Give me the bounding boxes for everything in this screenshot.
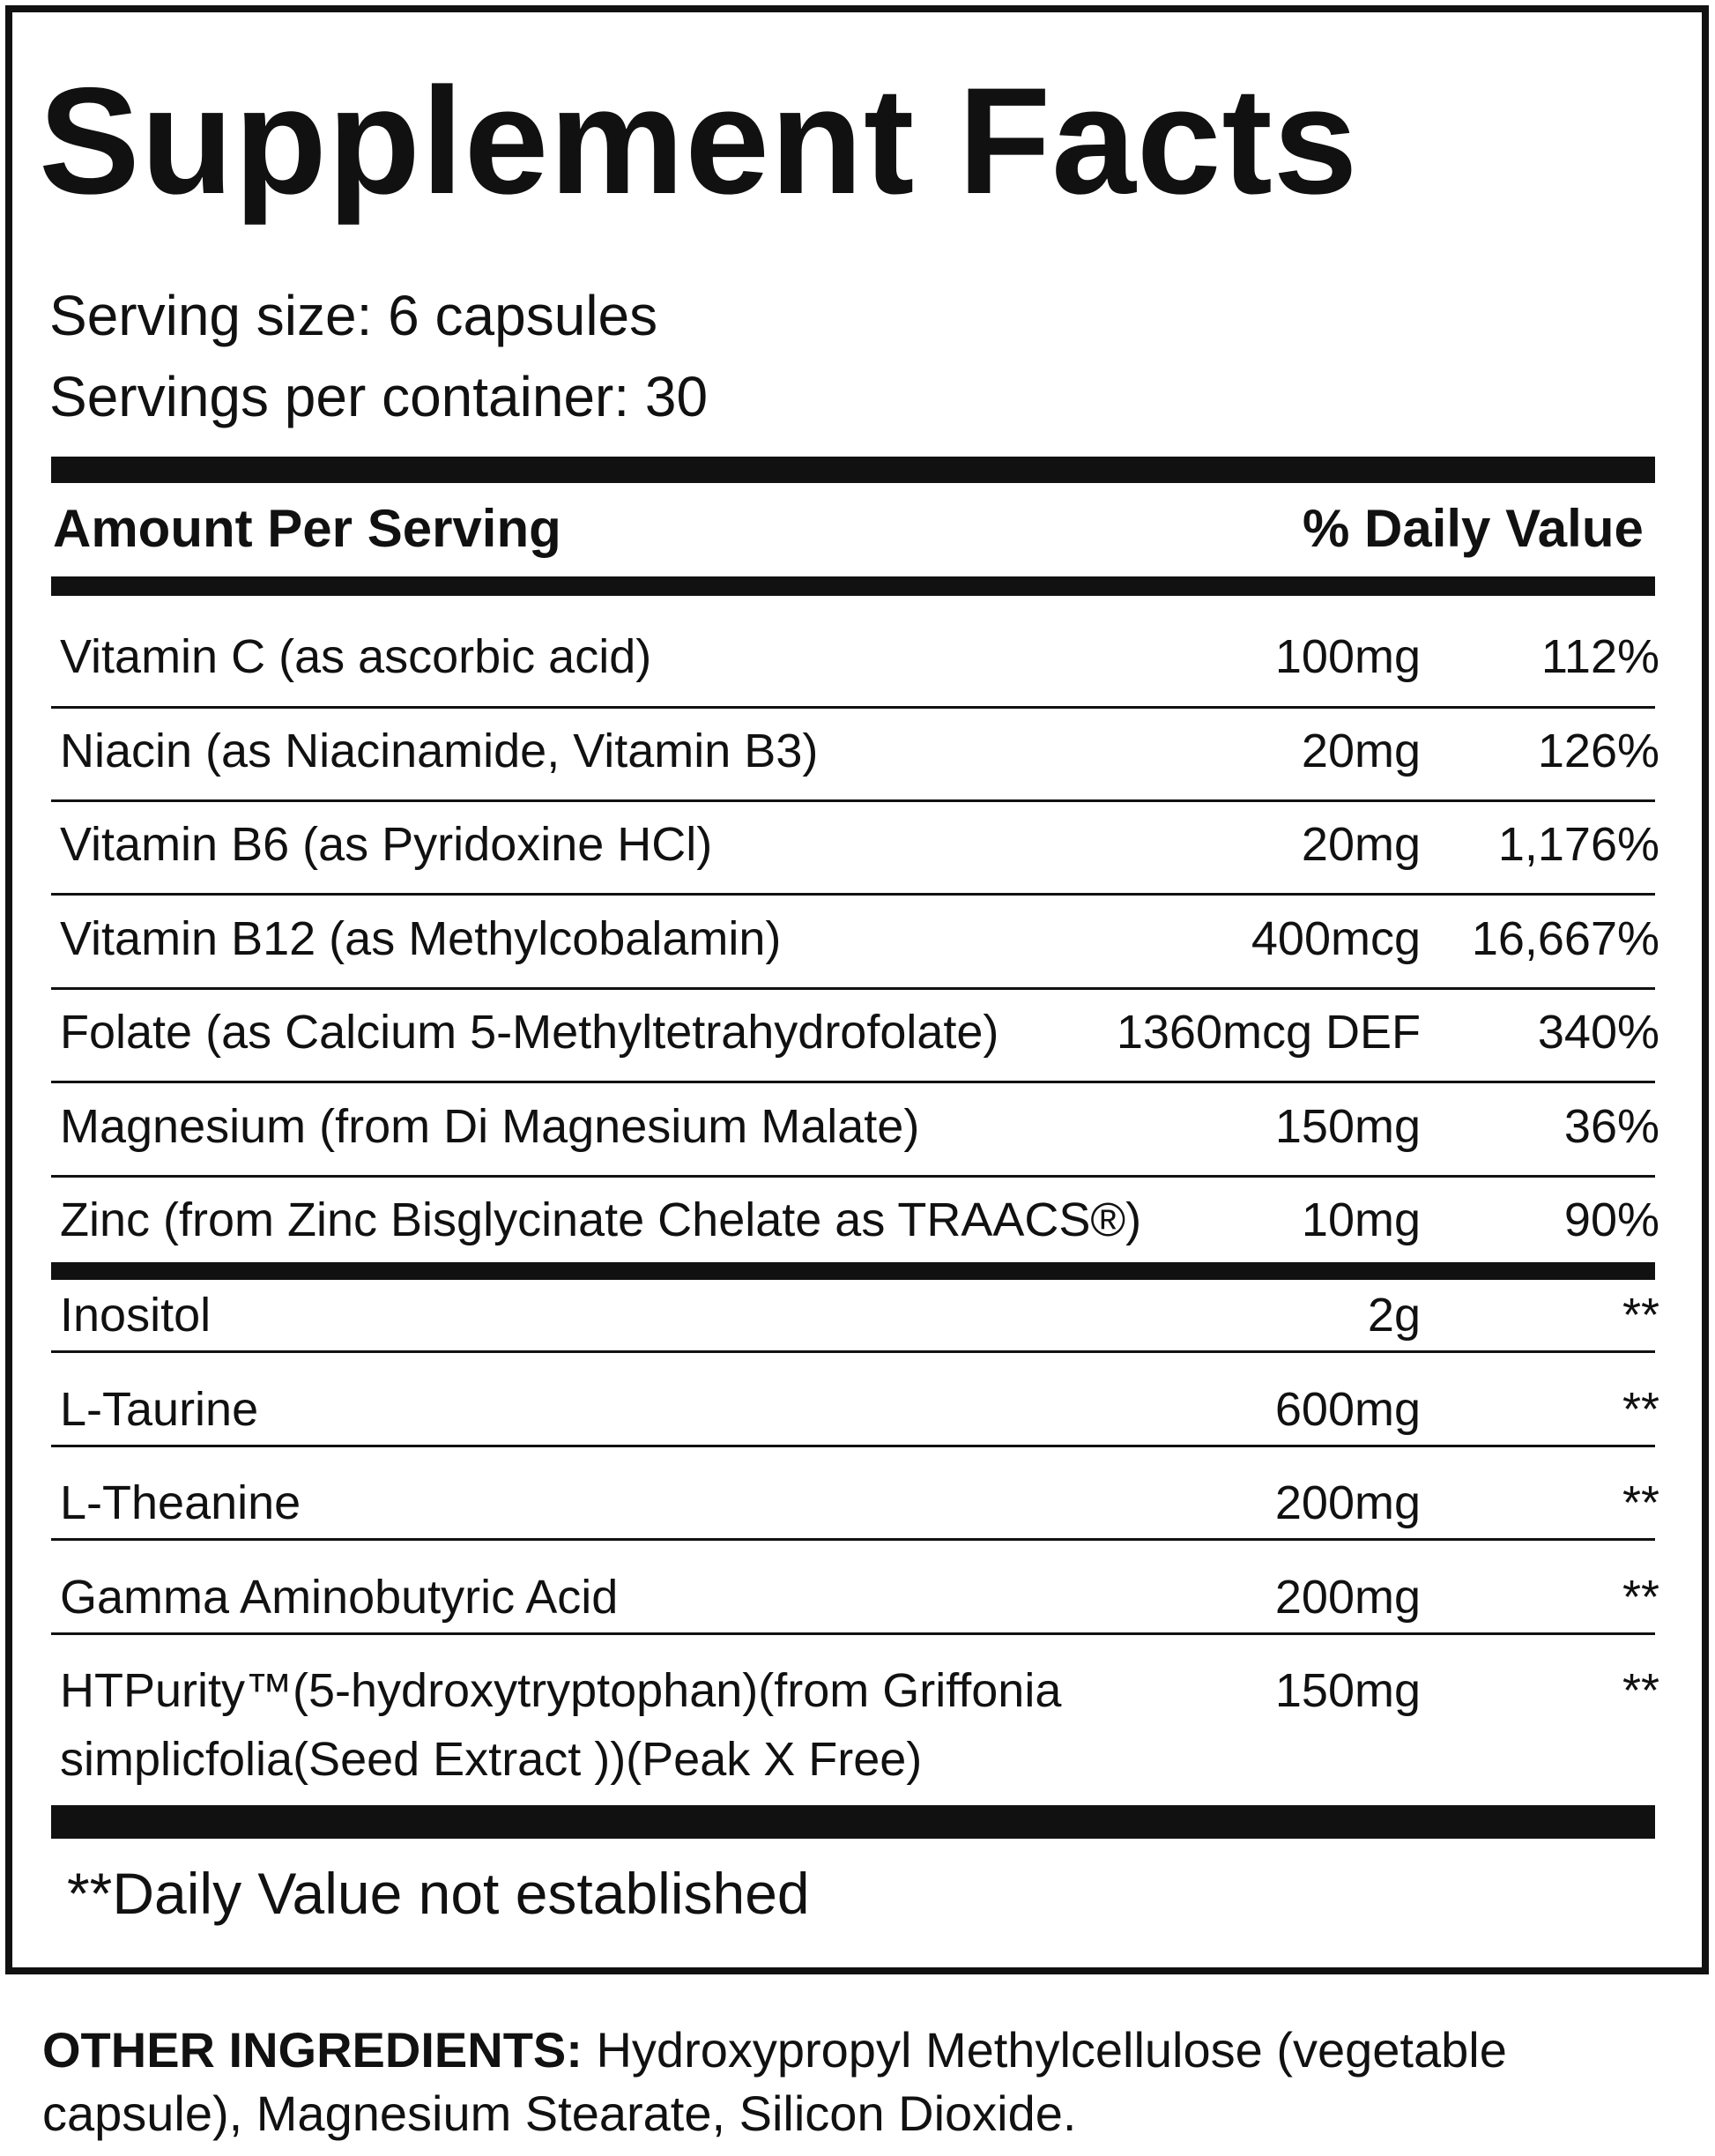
nutrient-name: Inositol [60,1289,212,1342]
nutrient-name: Vitamin C (as ascorbic acid) [60,630,652,683]
nutrient-name: Vitamin B12 (as Methylcobalamin) [60,912,782,965]
other-ingredients-label: OTHER INGREDIENTS: [42,2022,583,2078]
serving-size: Serving size: 6 capsules [49,284,658,347]
thick-divider-bottom [51,1805,1655,1839]
row-divider [51,799,1655,802]
nutrient-amount: 400mcg [1251,912,1421,965]
row-divider [51,1538,1655,1541]
nutrient-amount: 100mg [1274,630,1421,683]
nutrient-name: Vitamin B6 (as Pyridoxine HCl) [60,818,713,871]
nutrient-amount: 600mg [1274,1383,1421,1436]
nutrient-daily-value: 16,667% [1471,912,1659,965]
servings-per-container: Servings per container: 30 [49,365,709,428]
other-ingredients-text: Hydroxypropyl Methylcellulose (vegetable capsule), Magnesium Stearate, Silicon Dioxide. [42,2022,1507,2141]
nutrient-daily-value: 36% [1563,1100,1659,1153]
nutrient-daily-value: ** [1622,1383,1659,1436]
section-divider [51,1262,1655,1280]
nutrient-amount: 1360mcg DEF [1116,1006,1421,1059]
nutrient-amount: 20mg [1301,725,1421,777]
row-divider [51,1350,1655,1353]
nutrient-daily-value: 126% [1537,725,1659,777]
page-title: Supplement Facts [39,56,1359,226]
row-divider [51,706,1655,709]
nutrient-name-line1: HTPurity™(5-hydroxytryptophan)(from Griffonia [60,1664,1062,1717]
row-divider [51,987,1655,990]
other-ingredients [42,2018,1682,2145]
nutrient-amount: 10mg [1301,1193,1421,1246]
row-divider [51,893,1655,896]
nutrient-daily-value: ** [1622,1289,1659,1342]
nutrient-daily-value: ** [1622,1571,1659,1624]
nutrient-daily-value: 90% [1563,1193,1659,1246]
nutrient-daily-value: 112% [1541,630,1659,683]
row-divider [51,1081,1655,1083]
nutrient-name: Magnesium (from Di Magnesium Malate) [60,1100,920,1153]
nutrient-name: Niacin (as Niacinamide, Vitamin B3) [60,725,819,777]
nutrient-amount: 200mg [1274,1571,1421,1624]
row-divider [51,1175,1655,1178]
nutrient-amount: 150mg [1274,1100,1421,1153]
daily-value-footnote: **Daily Value not established [67,1861,810,1926]
nutrient-amount: 20mg [1301,818,1421,871]
nutrient-name: Zinc (from Zinc Bisglycinate Chelate as TRAACS®) [60,1193,1142,1246]
nutrient-amount: 2g [1367,1289,1421,1342]
nutrient-amount: 200mg [1274,1476,1421,1529]
nutrient-daily-value: 1,176% [1497,818,1659,871]
nutrient-amount: 150mg [1274,1664,1421,1717]
nutrient-daily-value: ** [1622,1664,1659,1717]
nutrient-daily-value: 340% [1537,1006,1659,1059]
nutrient-name: Gamma Aminobutyric Acid [60,1571,619,1624]
medium-divider [51,576,1655,596]
row-divider [51,1445,1655,1447]
nutrient-name: Folate (as Calcium 5-Methyltetrahydrofolate) [60,1006,999,1059]
row-divider [51,1632,1655,1635]
nutrient-name-line2: simplicfolia(Seed Extract ))(Peak X Free) [60,1733,923,1786]
daily-value-label: % Daily Value [1303,499,1644,558]
nutrient-daily-value: ** [1622,1476,1659,1529]
thick-divider-top [51,457,1655,483]
nutrient-name: L-Taurine [60,1383,259,1436]
amount-per-serving-label: Amount Per Serving [53,499,561,558]
nutrient-name: L-Theanine [60,1476,301,1529]
